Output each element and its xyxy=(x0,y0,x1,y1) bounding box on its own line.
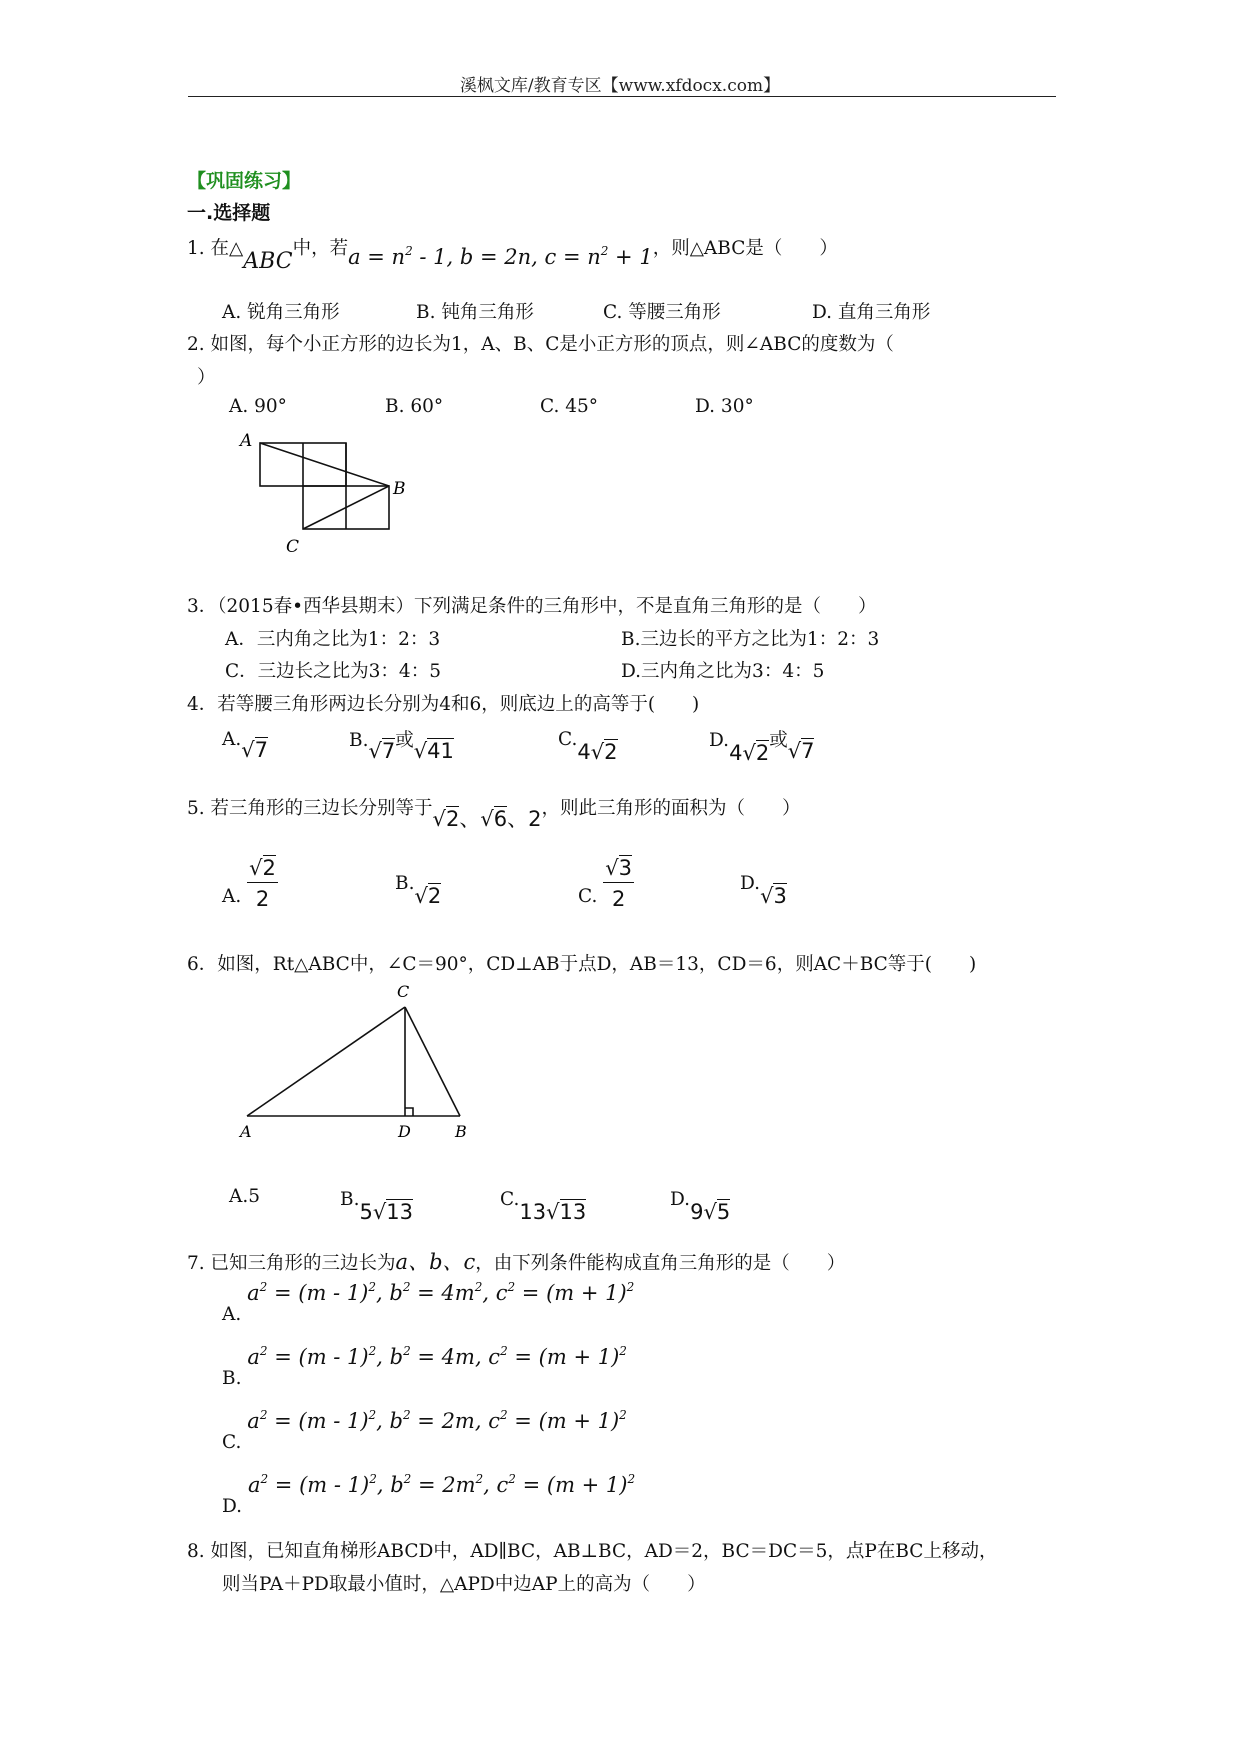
segment-ab xyxy=(260,443,389,486)
q2-stem: 2. 如图，每个小正方形的边长为1，A、B、C是小正方形的顶点，则∠ABC的度数为（ xyxy=(187,334,894,355)
q2-option-a: A. 90° xyxy=(229,396,287,417)
q8-stem: 8. 如图，已知直角梯形ABCD中，AD∥BC，AB⊥BC，AD＝2，BC＝DC＝5，点P在BC上移动， xyxy=(187,1541,998,1562)
q1-option-d: D. 直角三角形 xyxy=(812,302,931,323)
q7-option-c: C. $a^2 = (m - 1)^2$, $b^2 = 2m$, $c^2 = (m + 1)^2$ xyxy=(222,1408,627,1453)
q1-option-c: C. 等腰三角形 xyxy=(603,302,721,323)
q3-option-b: B.三边长的平方之比为1：2：3 xyxy=(621,629,880,650)
q1-option-a: A. 锐角三角形 xyxy=(222,302,340,323)
q4-option-b: B.√7或√41 xyxy=(349,730,454,763)
q5-option-d: D.√3 xyxy=(740,873,787,908)
q2-grid-figure xyxy=(230,428,430,558)
label-c: C xyxy=(286,537,300,557)
q4-option-d: D.4√2或√7 xyxy=(709,730,815,765)
q5-stem: 5. 若三角形的三边长分别等于√2、√6、2，则此三角形的面积为（ ） xyxy=(187,798,801,831)
q4-stem: 4．若等腰三角形两边长分别为4和6，则底边上的高等于( ) xyxy=(187,694,700,715)
q6-option-a: A.5 xyxy=(229,1186,261,1207)
q2-option-c: C. 45° xyxy=(540,396,599,417)
label-d: D xyxy=(398,1122,411,1141)
q3-stem: 3．（2015春•西华县期末）下列满足条件的三角形中，不是直角三角形的是（ ） xyxy=(187,596,877,617)
side-bc xyxy=(405,1007,460,1116)
q3-option-a: A．三内角之比为1：2：3 xyxy=(225,629,441,650)
q3-option-d: D.三内角之比为3：4：5 xyxy=(621,661,825,682)
label-b: B xyxy=(455,1122,467,1141)
q7-stem: 7. 已知三角形的三边长为a、b、c，由下列条件能构成直角三角形的是（ ） xyxy=(187,1250,846,1274)
q6-stem: 6．如图，Rt△ABC中，∠C＝90°，CD⊥AB于点D，AB＝13，CD＝6，则AC＋BC等于( ) xyxy=(187,954,977,975)
q2-option-d: D. 30° xyxy=(695,396,754,417)
q7-option-b: B. $a^2 = (m - 1)^2$, $b^2 = 4m$, $c^2 = (m + 1)^2$ xyxy=(222,1344,627,1389)
q5-option-a: A. $\frac{√2}{2}$ xyxy=(222,856,276,911)
q7-option-d: D. $a^2 = (m - 1)^2$, $b^2 = 2m^2$, $c^2 = (m + 1)^2$ xyxy=(222,1472,636,1517)
q4-option-a: A.√7 xyxy=(222,729,269,762)
q7-option-a: A. $a^2 = (m - 1)^2$, $b^2 = 4m^2$, $c^2 = (m + 1)^2$ xyxy=(222,1280,635,1325)
label-b: B xyxy=(393,479,406,499)
section-bracket-title: 【巩固练习】 xyxy=(187,170,302,192)
q1-option-b: B. 钝角三角形 xyxy=(416,302,534,323)
q5-option-c: C. $\frac{√3}{2}$ xyxy=(578,856,633,911)
q1-stem: 1. 在△ABC中，若$a = n^2 - 1$, b = 2n, $c = n^2 + 1$，则△ABC是（ ） xyxy=(187,238,838,274)
q5-option-b: B.√2 xyxy=(395,873,442,908)
q6-option-c: C.13√13 xyxy=(500,1189,587,1224)
q6-option-d: D.9√5 xyxy=(670,1189,731,1224)
right-angle-mark xyxy=(405,1108,413,1116)
label-a: A xyxy=(240,1122,252,1141)
label-c: C xyxy=(397,982,410,1001)
q8-stem-cont: 则当PA＋PD取最小值时，△APD中边AP上的高为（ ） xyxy=(222,1574,706,1595)
q6-triangle-figure xyxy=(230,975,470,1145)
side-ac xyxy=(247,1007,405,1116)
q4-option-c: C.4√2 xyxy=(558,729,618,764)
section-part-title: 一.选择题 xyxy=(187,202,271,224)
q6-option-b: B.5√13 xyxy=(340,1189,413,1224)
label-a: A xyxy=(240,431,253,451)
q2-stem-cont: ） xyxy=(197,367,216,388)
header-rule xyxy=(188,96,1056,97)
q3-option-c: C．三边长之比为3：4：5 xyxy=(225,661,441,682)
q2-option-b: B. 60° xyxy=(385,396,444,417)
page-header: 溪枫文库/教育专区【www.xfdocx.com】 xyxy=(459,76,781,96)
